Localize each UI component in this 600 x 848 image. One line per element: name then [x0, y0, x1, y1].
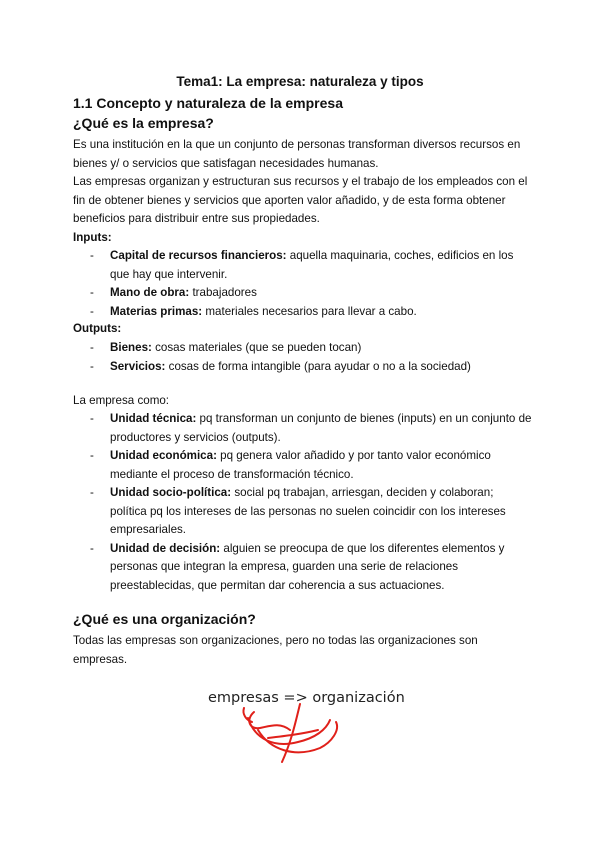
term-description: alguien se preocupa de que los diferentes elementos y personas que integran la empresa, guarden una serie de relaciones preestablecidas, que permitan dar coherencia a sus actuaciones. — [110, 541, 505, 592]
definition-paragraph-2: Las empresas organizan y estructuran sus recursos y el trabajo de los empleados con el fin de obtener bienes y servicios que aporten valor añadido, y de esta forma obtener beneficios para distribuir entre sus propiedades. — [73, 175, 528, 225]
term: Unidad socio-política: — [110, 486, 232, 499]
scribble-stroke — [249, 712, 290, 730]
term-description: pq genera valor añadido y por tanto valor económico mediante el proceso de transformación técnico. — [110, 449, 491, 481]
dash-bullet: - — [90, 486, 94, 499]
list-item — [73, 484, 533, 540]
outputs-list — [73, 339, 533, 376]
term: Bienes: — [110, 341, 152, 354]
red-crossed-arrow-scribble — [240, 700, 350, 770]
list-item — [73, 339, 533, 358]
list-item — [73, 303, 533, 322]
term-description: aquella maquinaria, coches, edificios en los que hay que intervenir. — [110, 249, 514, 281]
inputs-label: Inputs: — [73, 231, 112, 244]
empresa-como-label: La empresa como: — [73, 394, 170, 407]
handwritten-note: empresas => organización — [208, 690, 405, 706]
term: Unidad económica: — [110, 449, 217, 462]
term: Capital de recursos financieros: — [110, 249, 287, 262]
question-organizacion-heading: ¿Qué es una organización? — [73, 611, 256, 627]
term: Mano de obra: — [110, 286, 190, 299]
definition-paragraph-1: Es una institución en la que un conjunto de personas transforman diversos recursos en bienes y/ o servicios que satisfagan necesidades humanas. — [73, 138, 521, 170]
document-title: Tema1: La empresa: naturaleza y tipos — [176, 74, 424, 89]
dash-bullet: - — [90, 359, 94, 373]
dash-bullet: - — [90, 341, 94, 354]
term: Materias primas: — [110, 304, 203, 318]
term-description: social pq trabajan, arriesgan, deciden y colaboran; política pq los intereses de las personas no suelen coincidir con los intereses empresariales. — [110, 486, 506, 536]
inputs-list — [73, 247, 533, 321]
dash-bullet: - — [90, 286, 94, 299]
term-description: cosas materiales (que se pueden tocan) — [151, 341, 362, 354]
term-description: materiales necesarios para llevar a cabo. — [202, 304, 417, 318]
organizacion-paragraph: Todas las empresas son organizaciones, pero no todas las organizaciones son empresas. — [73, 634, 478, 666]
term-description: cosas de forma intangible (para ayudar o no a la sociedad) — [165, 359, 471, 373]
dash-bullet: - — [90, 304, 94, 318]
term-description: pq transforman un conjunto de bienes (inputs) en un conjunto de productores y servicios (outputs). — [110, 412, 532, 444]
list-item — [73, 540, 533, 596]
list-item — [73, 358, 533, 377]
term: Unidad de decisión: — [110, 541, 221, 555]
question-empresa-heading: ¿Qué es la empresa? — [73, 115, 214, 131]
list-item — [73, 447, 533, 484]
dash-bullet: - — [90, 449, 94, 462]
dash-bullet: - — [90, 249, 94, 262]
term: Servicios: — [110, 359, 166, 373]
outputs-label: Outputs: — [73, 322, 122, 335]
list-item — [73, 247, 533, 284]
term: Unidad técnica: — [110, 412, 197, 425]
dash-bullet: - — [90, 412, 94, 425]
list-item — [73, 410, 533, 447]
dash-bullet: - — [90, 541, 94, 555]
section-heading: 1.1 Concepto y naturaleza de la empresa — [73, 95, 343, 111]
list-item — [73, 284, 533, 303]
unidades-list — [73, 410, 533, 595]
term-description: trabajadores — [189, 286, 257, 299]
